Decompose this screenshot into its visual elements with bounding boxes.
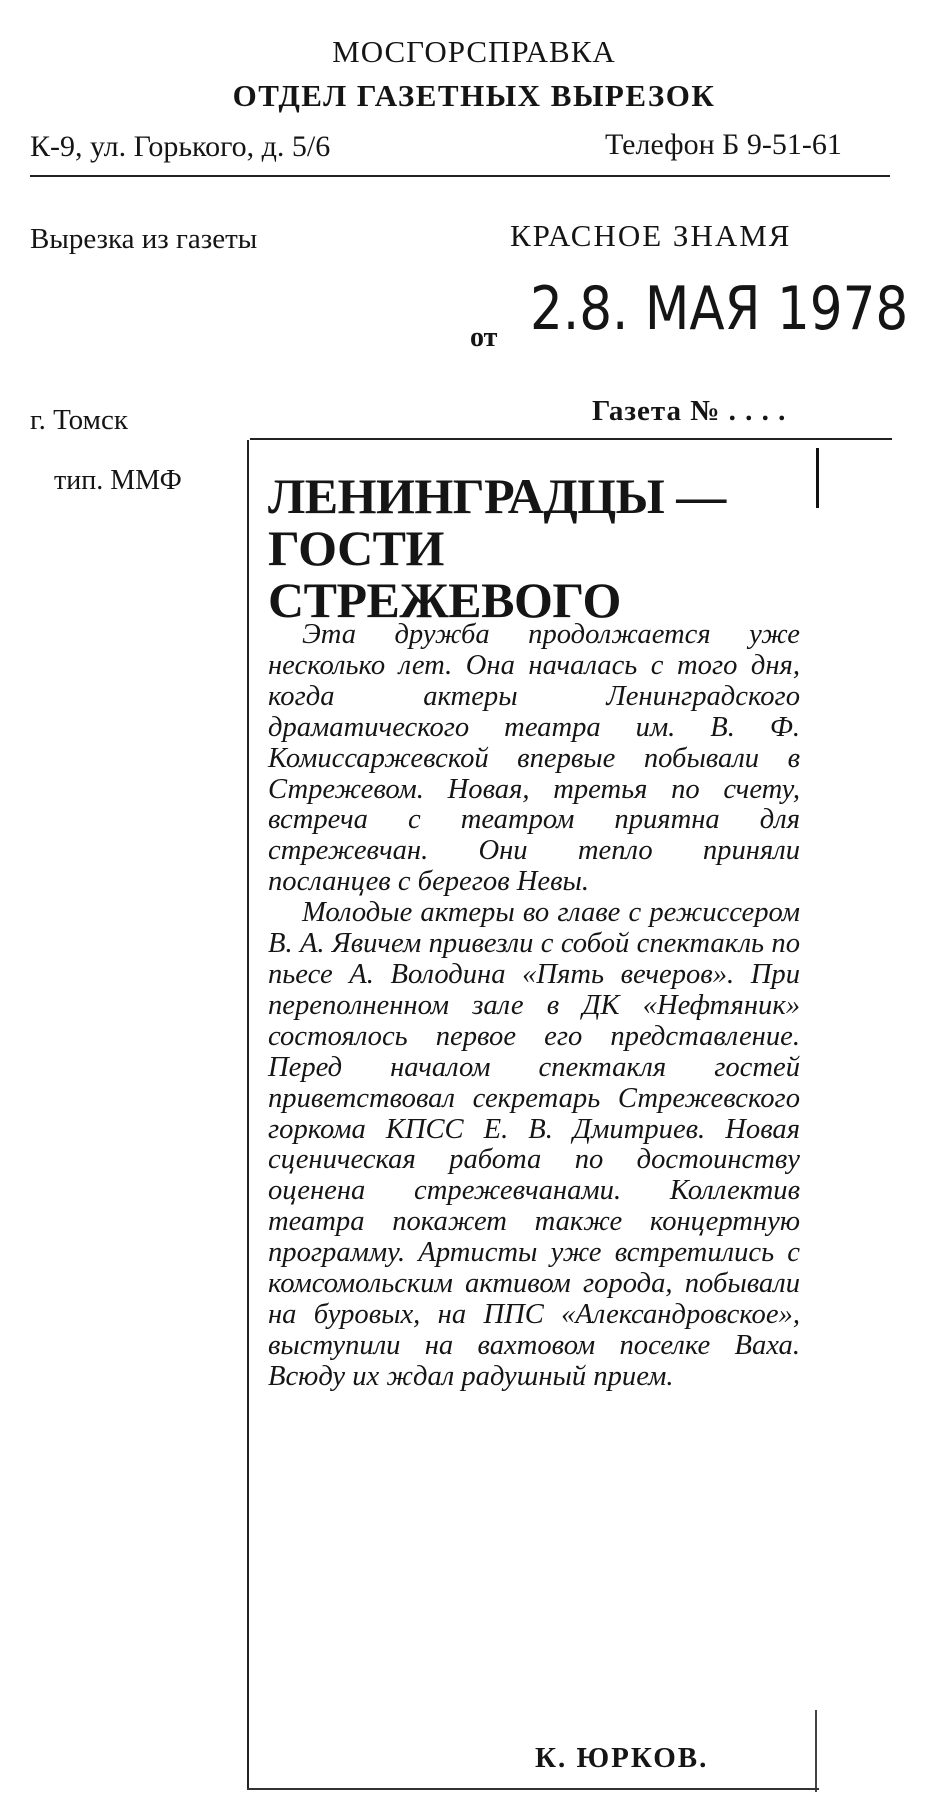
bureau-phone: Телефон Б 9-51-61 [605,128,842,161]
headline-line: СТРЕЖЕВОГО [268,572,621,628]
article-paragraph: Эта дружба продолжается уже несколько лет. Она началась с того дня, когда актеры Ленинградского драматического театра им. В. Ф. Комиссаржевской впервые побывали в Стрежевом. Новая, третья по счету, встреча с театром приятна для стрежевчан. Они тепло приняли посланцев с берегов Невы. [268,619,800,898]
clipping-date-stamp: 2.8. МАЯ 1978 [530,274,909,344]
headline-line: ЛЕНИНГРАДЦЫ — [268,468,726,524]
newspaper-name: КРАСНОЕ ЗНАМЯ [510,218,792,253]
printer-label: тип. ММФ [54,465,182,496]
article-paragraph: Молодые актеры во главе с режиссером В. А. Явичем привезли с собой спектакль по пьесе А. Володина «Пять вечеров». При переполненном зале в ДК «Нефтяник» состоялось первое его представление. Перед началом спектакля гостей приветствовал секретарь Стрежевского горкома КПСС Е. В. Дмитриев. Новая сценическая работа по достоинству оценена стрежевчанами. Коллектив театра покажет также концертную программу. Артисты уже встретились с комсомольским активом города, побывали на буровых, на ППС «Александровское», выступили на вахтовом поселке Ваха. Всюду их ждал радушный прием. [268,897,800,1392]
bureau-name: МОСГОРСПРАВКА [332,34,616,69]
clipping-bottom-edge [247,1788,819,1790]
clipping-left-edge [247,440,249,1790]
date-prefix: от [470,322,498,353]
clipping-right-edge-lower [815,1710,817,1792]
clipping-source-label: Вырезка из газеты [30,223,258,255]
bureau-address: К-9, ул. Горького, д. 5/6 [30,130,331,163]
headline-line: ГОСТИ [268,520,444,576]
article-headline [268,470,808,626]
city-label: г. Томск [30,404,128,436]
article-body [268,620,800,1393]
department-name: ОТДЕЛ ГАЗЕТНЫХ ВЫРЕЗОК [232,78,716,113]
clipping-right-edge [816,448,819,508]
issue-number: Газета № . . . . [592,395,787,427]
info-divider [250,438,892,440]
article-author: К. ЮРКОВ. [535,1742,709,1774]
header-divider [30,175,890,177]
